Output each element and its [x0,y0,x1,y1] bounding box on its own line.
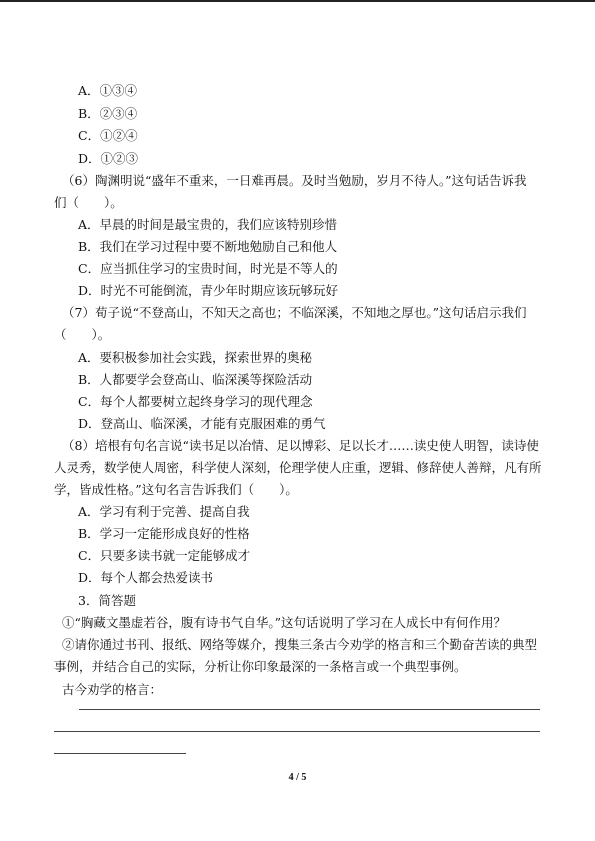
subquestion-2-cont: 事例，并结合自己的实际，分析让你印象最深的一条格言或一个典型事例。 [54,659,467,674]
option-b-5: B．②③④ [78,106,138,121]
option-a-5: A．①③④ [78,83,138,98]
option-c-8: C．只要多读书就一定能够成才 [78,548,251,563]
section-3-heading: 3．简答题 [78,593,136,608]
option-a-7: A．要积极参加社会实践，探索世界的奥秘 [78,350,313,365]
question-6-stem-cont: 们（ ）。 [54,195,123,210]
subquestion-1: ①“胸藏文墨虚若谷，腹有诗书气自华。”这句话说明了学习在人成长中有何作用？ [62,615,507,630]
question-6-stem: （6）陶渊明说“盛年不重来，一日难再晨。及时当勉励，岁月不待人。”这句话告诉我 [62,173,527,188]
option-b-8: B．学习一定能形成良好的性格 [78,526,250,541]
option-a-8: A．学习有利于完善、提高自我 [78,504,250,519]
answer-line-2[interactable] [54,731,540,732]
option-d-8: D．每个人都会热爱读书 [78,570,214,585]
option-b-6: B．我们在学习过程中要不断地勉励自己和他人 [78,239,338,254]
option-d-6: D．时光不可能倒流，青少年时期应该玩够玩好 [78,283,339,298]
option-b-7: B．人都要学会登高山、临深溪等探险活动 [78,372,313,387]
option-c-6: C．应当抓住学习的宝贵时间，时光是不等人的 [78,261,338,276]
option-c-7: C．每个人都要树立起终身学习的现代理念 [78,394,313,409]
question-7-stem: （7）荀子说“不登高山，不知天之高也；不临深溪，不知地之厚也。”这句话启示我们 [62,305,527,320]
question-8-stem: （8）培根有句名言说“读书足以冶情、足以博彩、足以长才……读史使人明智，读诗使 [62,438,539,453]
answer-prompt-label: 古今劝学的格言： [62,682,163,697]
answer-line-1[interactable] [79,709,540,710]
question-8-stem-cont-2: 学，皆成性格。”这句名言告诉我们（ ）。 [54,482,298,497]
subquestion-2: ②请你通过书刊、报纸、网络等媒介，搜集三条古今劝学的格言和三个勤奋苦读的典型 [62,637,538,652]
option-a-6: A．早晨的时间是最宝贵的，我们应该特别珍惜 [78,217,338,232]
option-c-5: C．①②④ [78,128,138,143]
question-7-stem-cont: （ ）。 [54,327,111,342]
option-d-5: D．①②③ [78,151,139,166]
question-8-stem-cont-1: 人灵秀，数学使人周密，科学使人深刻，伦理学使人庄重，逻辑、修辞使人善辩，凡有所 [54,460,542,475]
option-d-7: D．登高山、临深溪，才能有克服困难的勇气 [78,416,326,431]
answer-line-3[interactable] [54,753,186,754]
page-top-border [0,0,595,2]
page-number: 4 / 5 [288,772,307,783]
